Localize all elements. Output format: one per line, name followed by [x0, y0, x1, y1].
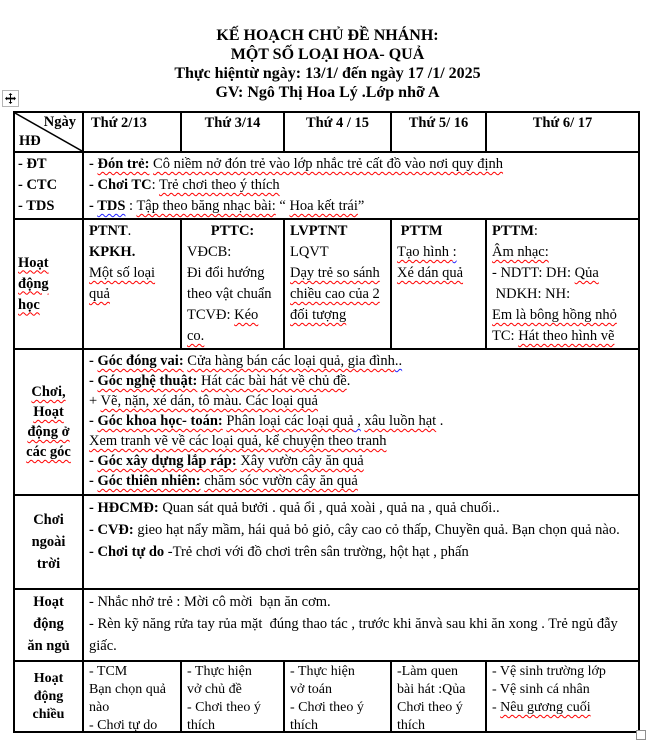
text-line	[89, 284, 175, 305]
text-run: TC:	[492, 328, 519, 344]
title-line-3[interactable]: Thực hiệntừ ngày: 13/1/ đến ngày 17 /1/ 2025	[174, 65, 481, 82]
text-run: -	[89, 373, 98, 389]
text-run: Hoạt	[33, 594, 64, 610]
cell-hoc-thu3[interactable]	[180, 220, 283, 348]
text-run: thích	[397, 718, 425, 731]
text-run: - Chơi theo ý	[187, 700, 261, 715]
text-line	[89, 371, 633, 391]
text-run: động	[33, 616, 64, 632]
text-run: ăn ngủ	[27, 638, 70, 654]
text-line	[18, 382, 79, 402]
row-hoat-dong-hoc	[15, 218, 638, 348]
row-label-chieu[interactable]	[15, 662, 82, 731]
text-run: theo vật chuẩn	[187, 286, 272, 302]
text-run: - Chơi theo ý	[290, 700, 364, 715]
text-line	[397, 717, 480, 731]
header-cell-thu-2[interactable]: Thứ 2/13	[82, 113, 180, 151]
text-run: Phân loại các loại quả	[226, 413, 354, 429]
text-run: +	[89, 393, 101, 409]
text-run: học	[18, 296, 40, 313]
text-line	[89, 699, 175, 717]
text-run: chiều cao của 2	[290, 286, 380, 302]
text-line	[89, 431, 633, 451]
text-line	[18, 531, 79, 553]
text-run: :	[533, 223, 538, 239]
text-line	[89, 263, 175, 284]
text-run: ..	[394, 353, 403, 369]
text-run: -	[89, 522, 98, 538]
text-run: - Vệ sinh cá nhân	[492, 682, 590, 697]
text-run: - Thực hiện	[187, 664, 252, 679]
row-label-an-ngu[interactable]	[15, 590, 82, 660]
text-run: thích	[290, 718, 318, 731]
cell-chieu-thu4[interactable]	[283, 662, 390, 731]
corner-cell-ngay-hd[interactable]	[15, 113, 82, 151]
text-run: Xây vườn cây ăn quả	[240, 453, 364, 469]
text-run: các góc	[26, 444, 71, 460]
text-run: -Làm quen	[397, 664, 459, 679]
header-cell-thu-6[interactable]: Thứ 6/ 17	[485, 113, 638, 151]
text-run: Chơi,	[31, 384, 66, 400]
text-run: - Vệ sinh trường lớp	[492, 664, 606, 679]
text-line	[18, 553, 79, 575]
text-line	[187, 263, 278, 284]
text-line	[18, 253, 79, 274]
cell-chieu-thu6[interactable]	[485, 662, 638, 731]
text-line	[492, 305, 633, 326]
text-line	[492, 699, 633, 717]
text-run: Chơi theo ý	[397, 700, 463, 715]
text-run: .	[127, 223, 132, 239]
cell-hoc-thu6[interactable]	[485, 220, 638, 348]
text-run: “	[275, 198, 290, 214]
text-line	[18, 670, 79, 688]
text-run: vở chủ đề	[187, 682, 242, 697]
text-line	[397, 663, 480, 681]
text-run: Đón trẻ:	[97, 156, 150, 172]
text-run: - Thực hiện	[290, 664, 355, 679]
text-run: Góc nghệ thuật:	[97, 373, 198, 389]
text-line	[397, 681, 480, 699]
text-run: ”	[357, 198, 365, 214]
text-run: Âm nhạc:	[492, 244, 549, 260]
text-line	[187, 681, 278, 699]
text-run: - Rèn kỹ năng rửa tay rủa mặt đúng thao tác , trước khi ănvà sau khi ăn xong . Trẻ ngủ đẫy giấc.	[89, 616, 622, 654]
text-line	[18, 613, 79, 635]
row-hoat-dong-an-ngu	[15, 588, 638, 660]
text-line	[290, 242, 385, 263]
text-run: Qủa	[574, 265, 599, 281]
text-run: Quan sát quả bưởi . quả ổi , quả xoài , quả na , quả chuối..	[158, 500, 500, 516]
text-line	[397, 221, 480, 242]
text-run: -	[492, 700, 501, 715]
title-line-1[interactable]: KẾ HOẠCH CHỦ ĐỀ NHÁNH:	[216, 27, 439, 44]
text-run: vở toán	[290, 682, 333, 697]
text-line	[187, 699, 278, 717]
text-run: co.	[187, 328, 205, 344]
text-line	[89, 519, 633, 541]
text-run: Đi đổi hướng	[187, 265, 265, 281]
text-run: - Nhắc nhở trẻ : Mời cô mời bạn ăn cơm.	[89, 594, 331, 610]
text-run: Cô niềm nở đón trẻ vào lớp nhắc trẻ cất đồ vào nơi quy định	[153, 156, 504, 172]
text-run: Tập theo băng nhạc bài:	[136, 198, 276, 214]
title-line-4[interactable]: GV: Ngô Thị Hoa Lý .Lớp nhỡ A	[215, 84, 440, 101]
text-line	[89, 541, 633, 563]
text-run: trời	[36, 556, 61, 572]
text-run: -	[89, 177, 98, 193]
text-line	[18, 154, 79, 175]
text-run: Tạo hình	[397, 244, 453, 260]
text-line	[18, 402, 79, 422]
text-run: Trẻ chơi theo ý thích	[158, 177, 280, 193]
text-run: - TDS	[18, 198, 55, 214]
cell-chieu-thu2[interactable]	[82, 662, 180, 731]
text-run: .	[346, 373, 351, 389]
text-line	[89, 154, 633, 175]
text-run: bài hát :Qủa	[397, 682, 466, 697]
text-run: thích	[187, 718, 215, 731]
text-run: TDS	[97, 198, 126, 214]
text-run: Góc xây dựng lắp ráp:	[97, 453, 237, 469]
text-line	[89, 497, 633, 519]
cell-chieu-thu3[interactable]	[180, 662, 283, 731]
text-run: :	[151, 177, 159, 193]
row-choi-hoat-dong-goc	[15, 348, 638, 494]
text-run: Góc thiên nhiên:	[97, 473, 201, 489]
text-run: Cửa hàng bán các loại quả, gia đình	[187, 353, 395, 369]
text-line	[492, 663, 633, 681]
text-run: -	[89, 353, 98, 369]
text-run: động ở	[27, 424, 70, 440]
corner-label-hd: HĐ	[19, 133, 41, 149]
document-title-block	[0, 26, 655, 102]
text-run: :	[452, 244, 457, 260]
text-run: Góc khoa học- toán:	[97, 413, 223, 429]
text-run: LQVT	[290, 244, 329, 260]
four-way-move-arrow-icon	[5, 93, 16, 104]
text-run: -	[89, 413, 98, 429]
text-run: Kéo	[234, 307, 259, 323]
text-line	[492, 263, 633, 284]
text-run: ngoài	[31, 534, 66, 550]
text-run: chăm sóc vườn cây ăn quả	[204, 473, 358, 489]
row-label-cac-goc[interactable]	[15, 350, 82, 494]
text-line	[18, 635, 79, 657]
text-line	[187, 326, 278, 347]
text-run: TCVĐ:	[187, 307, 235, 323]
text-line	[187, 663, 278, 681]
text-line	[290, 221, 385, 242]
cell-don-tre-content[interactable]	[82, 153, 638, 218]
text-line	[89, 411, 633, 431]
text-line	[89, 591, 633, 613]
cell-ngoai-troi-content[interactable]	[82, 496, 638, 588]
text-run: Xé dán quả	[397, 265, 464, 281]
text-run: Góc đóng vai:	[97, 353, 184, 369]
text-line	[397, 699, 480, 717]
text-line	[18, 509, 79, 531]
text-line	[290, 717, 385, 731]
text-line	[89, 391, 633, 411]
text-run: Em là bông hồng nhỏ	[492, 307, 617, 323]
text-run: Hát theo hình vẽ	[518, 328, 615, 344]
text-run: NDKH: NH:	[492, 286, 571, 302]
text-run: PTNT	[89, 223, 128, 239]
text-run: -	[89, 544, 98, 560]
text-run: gieo hạt nẩy mầm, hái quả bỏ giỏ, cây cao cỏ thấp, Chuyền quả. Bạn chọn quả nào.	[133, 522, 620, 538]
text-run: -Trẻ chơi với đồ chơi trên sân trường, hột hạt , phấn	[164, 544, 469, 560]
text-line	[290, 305, 385, 326]
corner-label-ngay: Ngày	[43, 114, 76, 130]
text-run: -	[89, 198, 98, 214]
text-run: -	[89, 156, 98, 172]
text-run: PTTC:	[210, 223, 255, 239]
text-run: -	[89, 473, 98, 489]
text-line	[18, 175, 79, 196]
text-run: xâu luồn hạt	[364, 413, 437, 429]
row-hoat-dong-chieu	[15, 660, 638, 731]
text-run: :	[125, 198, 137, 214]
text-line	[492, 284, 633, 305]
text-line	[397, 263, 480, 284]
text-line	[89, 242, 175, 263]
text-line	[187, 221, 278, 242]
text-run: Xem tranh vẽ về các loại quả, kể chuyện theo tranh	[89, 433, 387, 449]
text-run: Hoạt	[33, 670, 64, 686]
text-run: KPKH.	[89, 244, 136, 260]
text-run: -	[89, 453, 98, 469]
text-line	[89, 221, 175, 242]
text-line	[290, 699, 385, 717]
text-run: - TCM	[89, 664, 128, 679]
text-line	[18, 591, 79, 613]
text-run: LVPTNT	[290, 223, 348, 239]
text-line	[89, 451, 633, 471]
text-run: Chơi	[33, 512, 64, 528]
text-run: Chơi tự do	[97, 544, 165, 560]
title-line-2[interactable]: MỘT SỐ LOẠI HOA- QUẢ	[230, 46, 425, 63]
text-line	[89, 663, 175, 681]
row-don-tre	[15, 151, 638, 218]
text-run: Hoạt	[18, 254, 49, 271]
header-cell-thu-3[interactable]: Thứ 3/14	[180, 113, 283, 151]
text-line	[290, 681, 385, 699]
text-run: Vẽ, nặn, xé dán, tô màu. Các loại quả	[100, 393, 318, 409]
text-line	[89, 471, 633, 491]
text-run: chiều	[32, 706, 65, 722]
text-line	[89, 175, 633, 196]
text-line	[89, 717, 175, 731]
cell-an-ngu-content[interactable]	[82, 590, 638, 660]
text-run: Hoạt	[33, 404, 64, 420]
text-run: - NDTT: DH:	[492, 265, 575, 281]
text-line	[18, 295, 79, 316]
text-line	[89, 613, 633, 657]
text-line	[187, 284, 278, 305]
text-line	[18, 274, 79, 295]
cell-chieu-thu5[interactable]	[390, 662, 485, 731]
text-line	[290, 284, 385, 305]
text-line	[18, 442, 79, 462]
text-line	[187, 305, 278, 326]
text-run: nào	[89, 700, 110, 715]
text-run: Hoa kết trái	[289, 198, 358, 214]
text-run: ,	[353, 413, 361, 429]
text-run: quả	[89, 286, 110, 302]
text-run: động	[18, 275, 49, 292]
text-run: động	[33, 688, 64, 704]
text-line	[492, 326, 633, 347]
text-run: - CTC	[18, 177, 58, 193]
text-run: .	[436, 413, 444, 429]
text-run: VĐCB:	[187, 244, 232, 260]
cell-hoc-thu2[interactable]	[82, 220, 180, 348]
text-line	[18, 688, 79, 706]
text-line	[89, 681, 175, 699]
row-label-dt-ctc-tds[interactable]	[15, 153, 82, 218]
text-run: -	[89, 500, 98, 516]
row-label-hoat-dong-hoc[interactable]	[15, 220, 82, 348]
text-run: - ĐT	[18, 156, 47, 172]
text-line	[18, 196, 79, 217]
text-run: PTTM	[492, 223, 534, 239]
text-run: HĐCMĐ:	[97, 500, 159, 516]
lesson-plan-table	[13, 111, 640, 733]
row-choi-ngoai-troi	[15, 494, 638, 588]
text-line	[89, 351, 633, 371]
header-cell-thu-5[interactable]: Thứ 5/ 16	[390, 113, 485, 151]
text-line	[18, 706, 79, 724]
cell-hoc-thu4[interactable]	[283, 220, 390, 348]
text-run: Dạy trẻ so sánh	[290, 265, 380, 281]
text-run: Bạn chọn quả	[89, 682, 166, 697]
text-line	[18, 422, 79, 442]
header-cell-thu-4[interactable]: Thứ 4 / 15	[283, 113, 390, 151]
text-line	[290, 663, 385, 681]
table-move-handle[interactable]	[2, 90, 19, 107]
text-line	[290, 263, 385, 284]
cell-goc-content[interactable]	[82, 350, 638, 494]
text-line	[187, 717, 278, 731]
table-header-row	[15, 113, 638, 151]
table-resize-handle[interactable]	[636, 730, 646, 740]
text-run: Một số loại	[89, 265, 156, 281]
text-run: Nêu gương cuối	[500, 700, 591, 715]
cell-hoc-thu5[interactable]	[390, 220, 485, 348]
text-run: đối tượng	[290, 307, 347, 323]
text-run: PTTM	[397, 223, 443, 239]
text-line	[89, 196, 633, 217]
text-line	[492, 242, 633, 263]
row-label-ngoai-troi[interactable]	[15, 496, 82, 588]
text-line	[397, 242, 480, 263]
text-run: Hát các bài hát về chủ đề	[201, 373, 347, 389]
text-run: Chơi TC	[97, 177, 152, 193]
text-line	[187, 242, 278, 263]
text-line	[492, 681, 633, 699]
text-line	[492, 221, 633, 242]
text-run: - Chơi tự do	[89, 718, 158, 731]
text-run: CVĐ:	[97, 522, 134, 538]
